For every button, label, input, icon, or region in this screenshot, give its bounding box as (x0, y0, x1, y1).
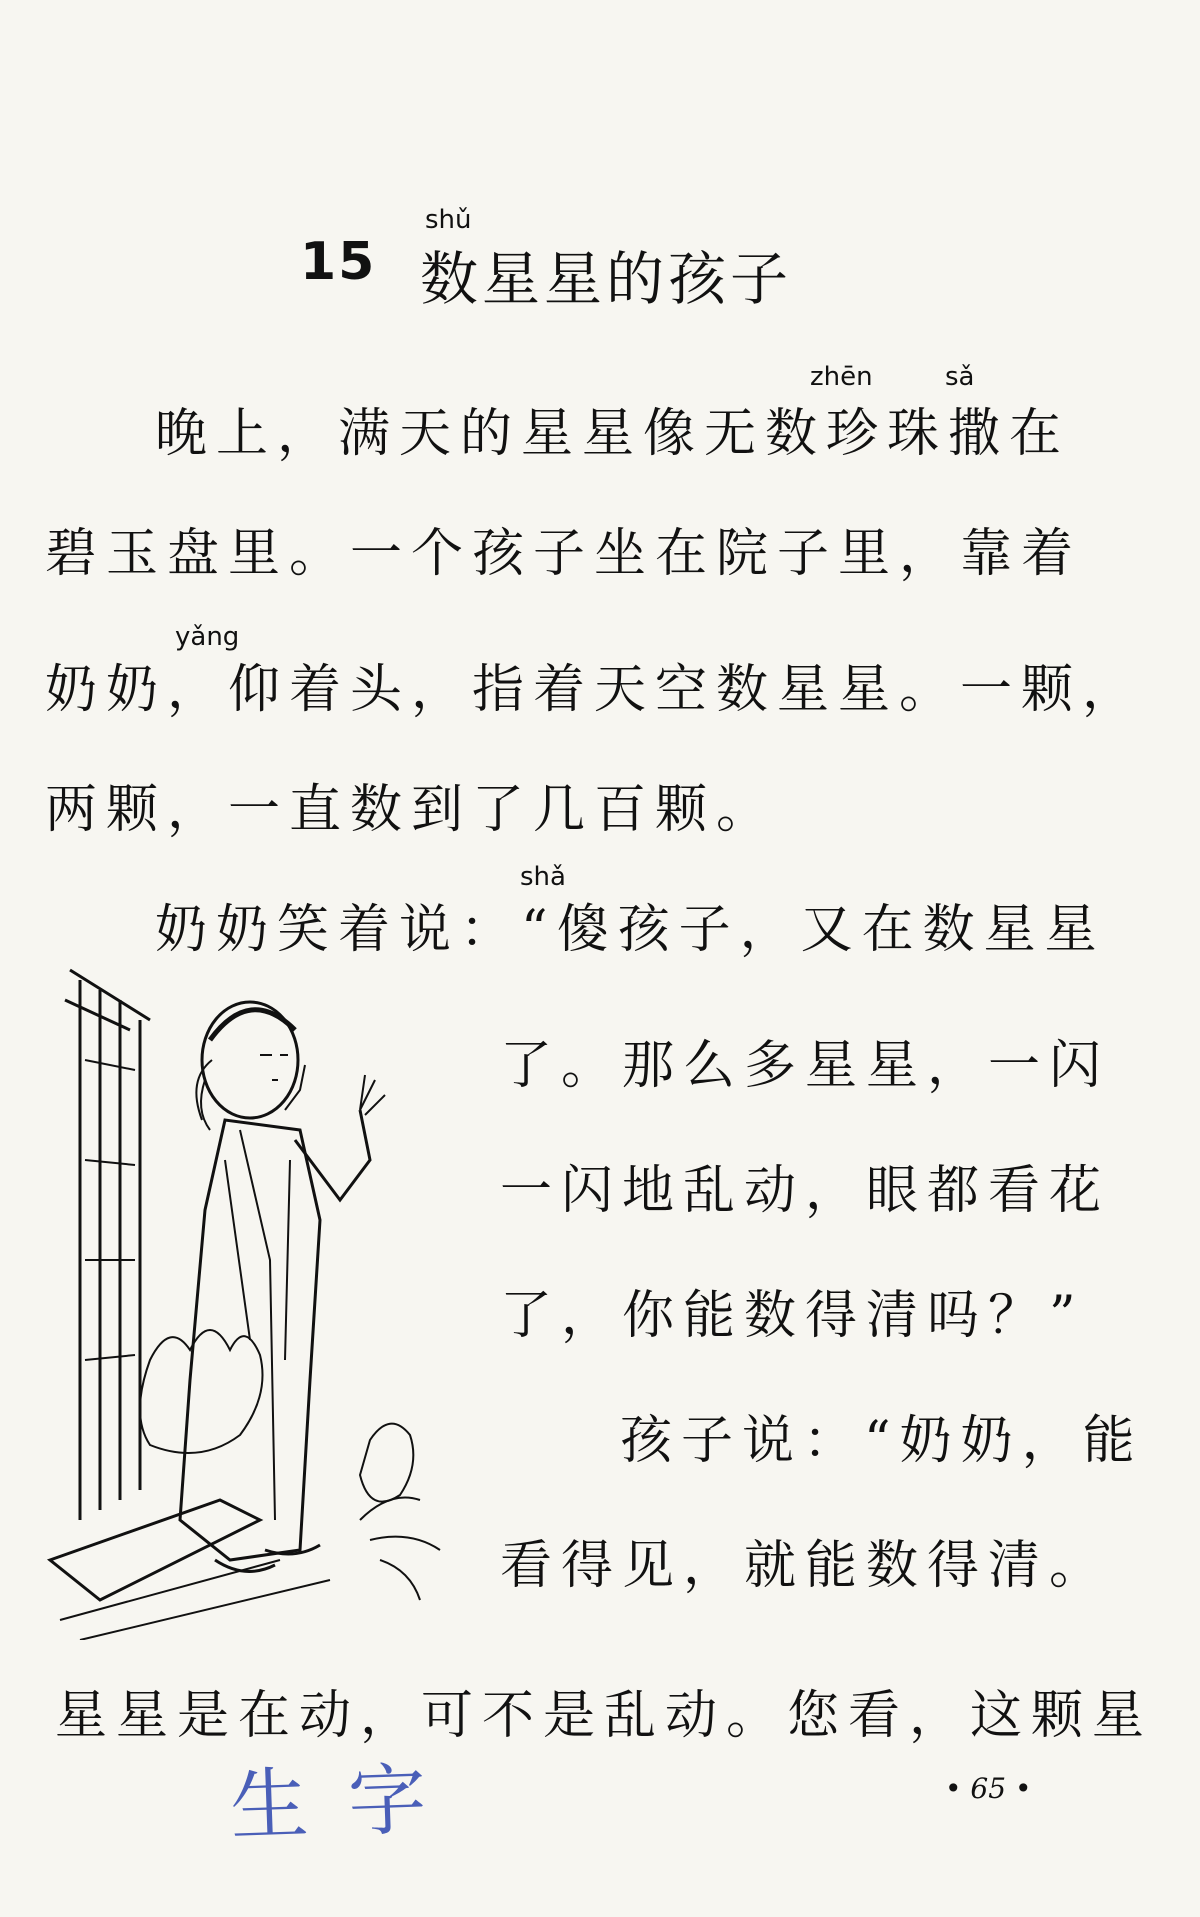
text-line-3: 奶奶，仰着头，指着天空数星星。一颗， (45, 660, 1144, 720)
text-line-5: 奶奶笑着说：“傻孩子，又在数星星 (155, 900, 1106, 960)
pinyin-sa: sǎ (945, 362, 975, 392)
text-line-7: 一闪地乱动，眼都看花 (500, 1161, 1111, 1221)
pinyin-yang: yǎng (175, 622, 240, 652)
text-line-9: 孩子说：“奶奶，能 (620, 1411, 1144, 1471)
text-line-10: 看得见，就能数得清。 (500, 1536, 1111, 1596)
text-line-4: 两颗，一直数到了几百颗。 (45, 780, 778, 840)
pinyin-zhen: zhēn (810, 362, 873, 392)
text-line-11: 星星是在动，可不是乱动。您看，这颗星 (55, 1686, 1154, 1746)
lesson-number: 15 (300, 232, 377, 292)
page-number: • 65 • (945, 1772, 1032, 1805)
lesson-title: 数星星的孩子 (420, 245, 793, 313)
text-line-1: 晚上，满天的星星像无数珍珠撒在 (155, 404, 1071, 464)
child-illustration (40, 960, 480, 1640)
text-line-6: 了。那么多星星，一闪 (500, 1036, 1111, 1096)
handwritten-note: 生字 (228, 1753, 468, 1853)
text-line-2: 碧玉盘里。一个孩子坐在院子里，靠着 (45, 524, 1083, 584)
text-line-8: 了，你能数得清吗？” (500, 1286, 1085, 1346)
title-pinyin: shǔ (425, 205, 472, 235)
pinyin-sha: shǎ (520, 862, 566, 892)
